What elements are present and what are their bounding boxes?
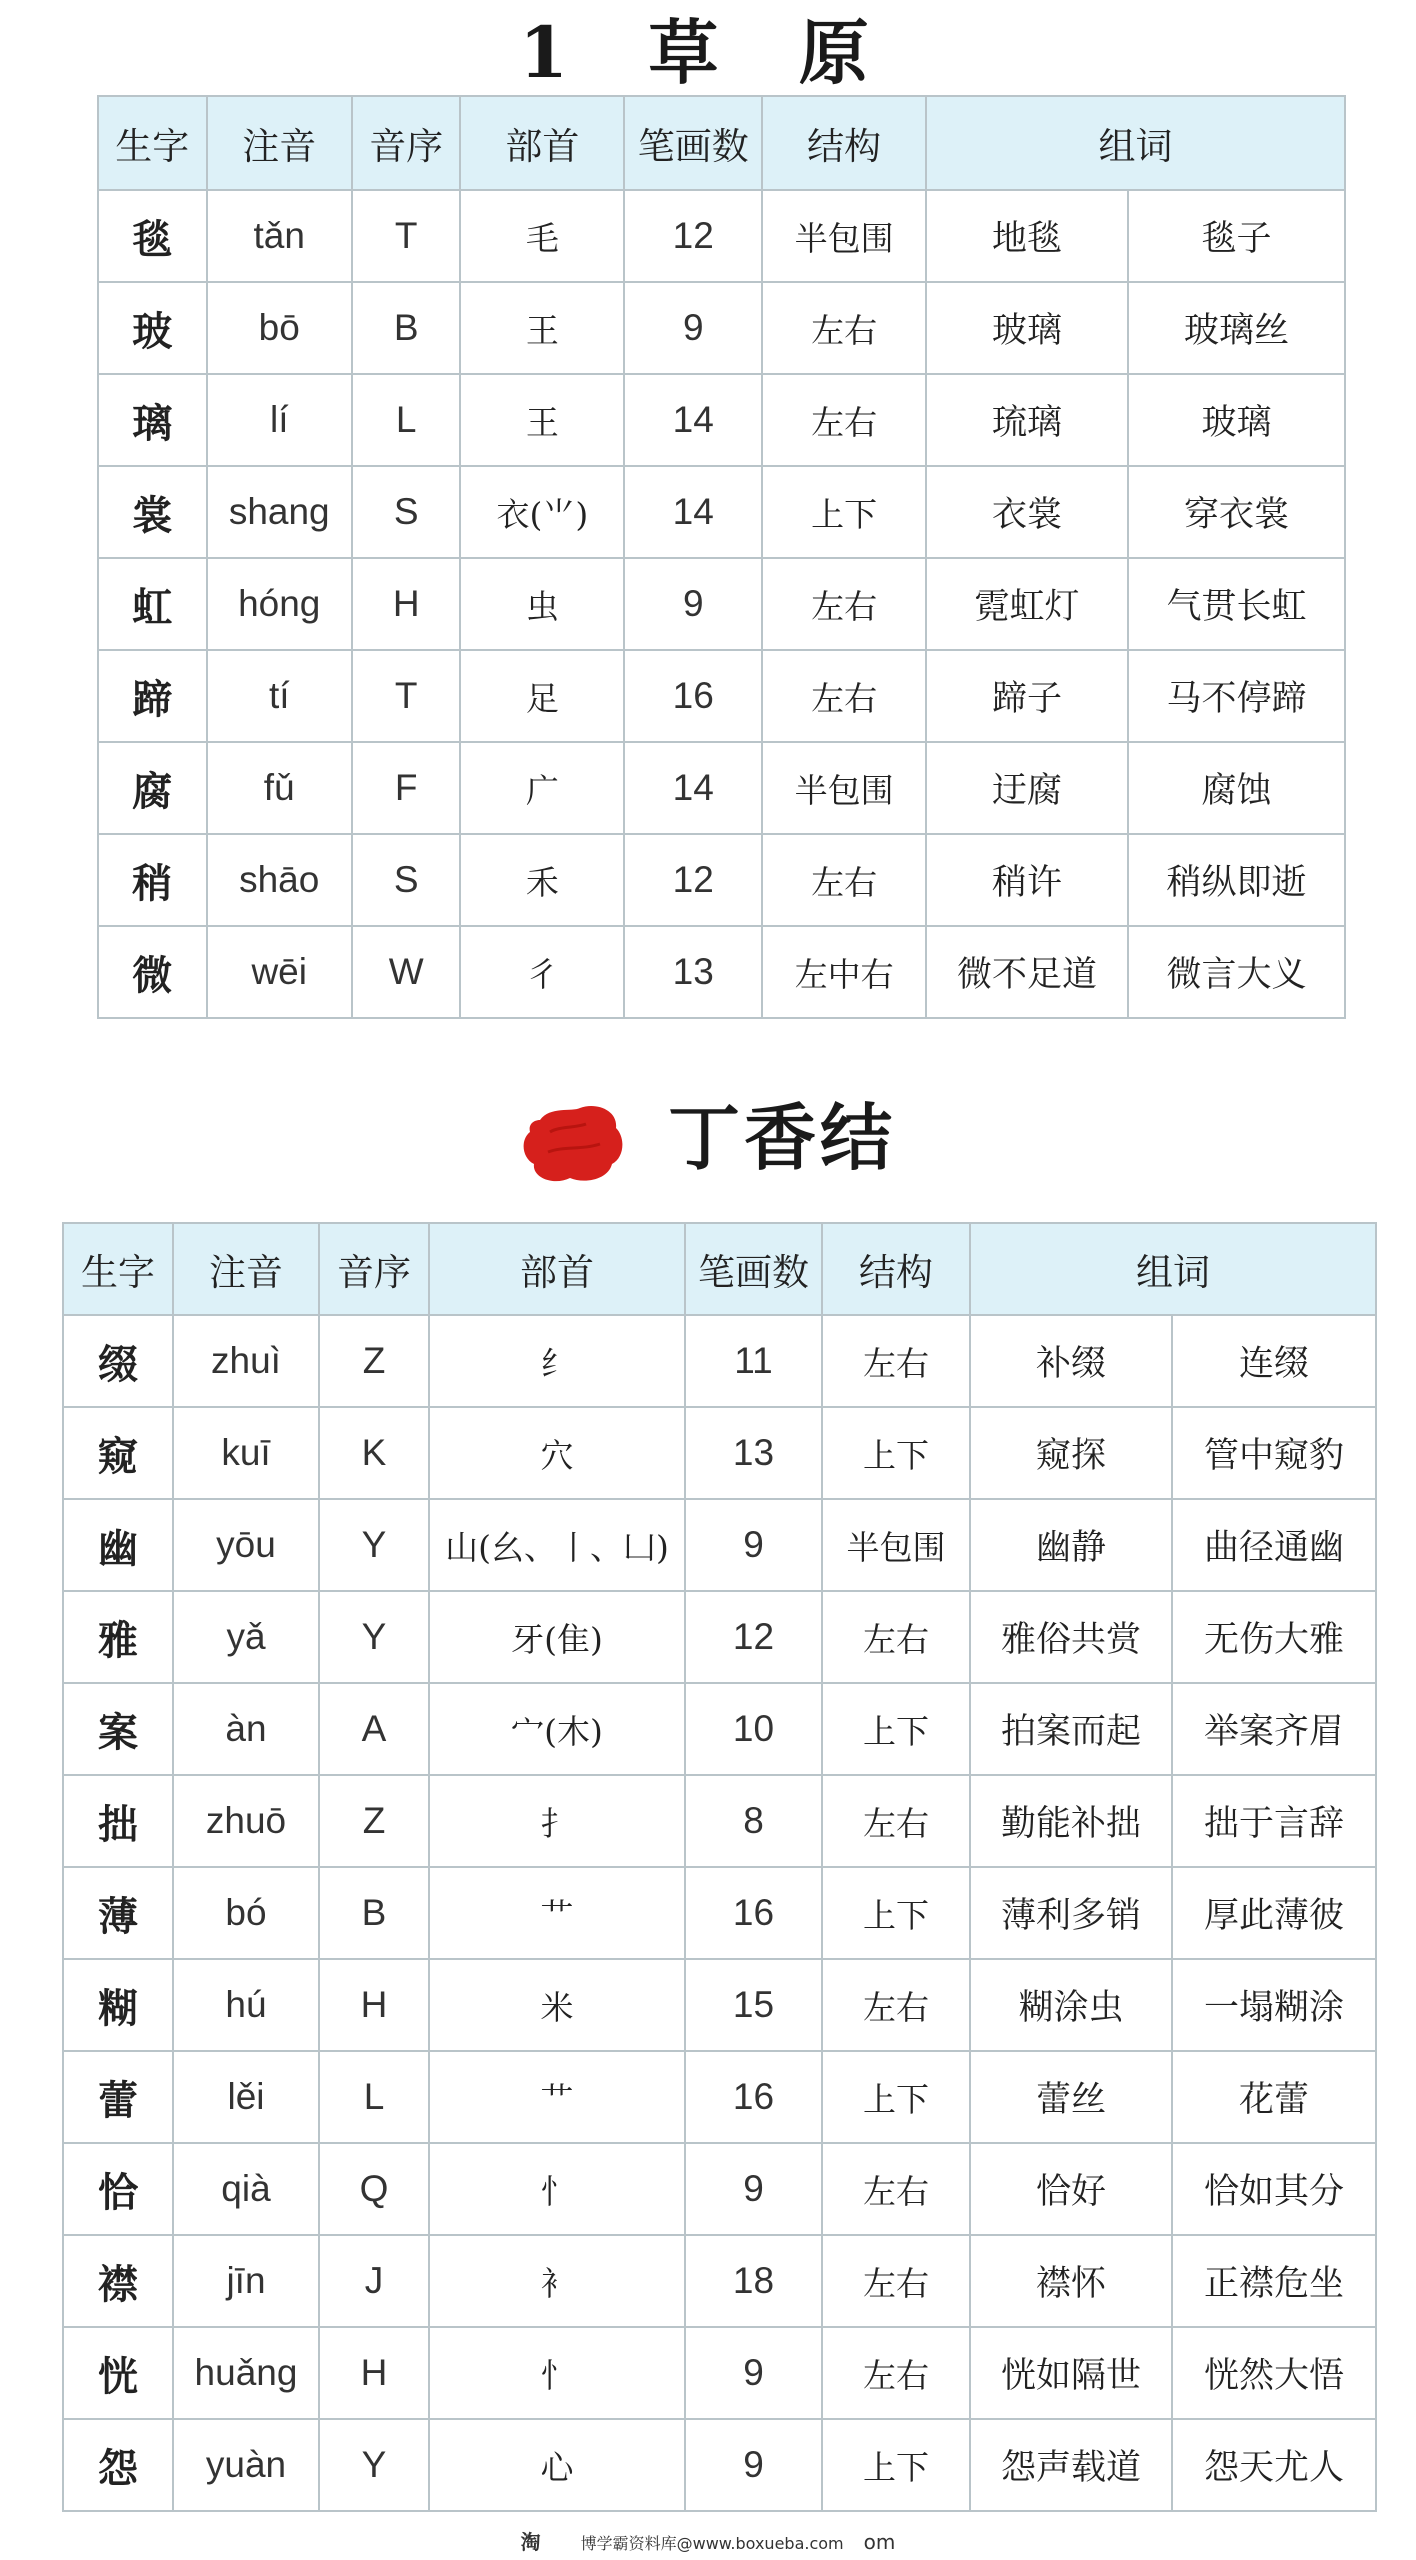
word-cell: 襟怀 (970, 2235, 1172, 2327)
strokes-cell: 10 (685, 1683, 822, 1775)
header-char: 生字 (63, 1223, 173, 1315)
table-row (98, 558, 1345, 650)
table-row (98, 190, 1345, 282)
word-cell: 玻璃 (1128, 374, 1345, 466)
header-strokes: 笔画数 (685, 1223, 822, 1315)
word-cell: 薄利多销 (970, 1867, 1172, 1959)
strokes-cell: 18 (685, 2235, 822, 2327)
table-row (63, 1407, 1376, 1499)
pinyin-cell: huǎng (173, 2327, 319, 2419)
word-cell: 连缀 (1172, 1315, 1376, 1407)
order-cell: T (352, 190, 461, 282)
word-cell: 无伤大雅 (1172, 1591, 1376, 1683)
word-cell: 举案齐眉 (1172, 1683, 1376, 1775)
radical-cell: 禾 (460, 834, 624, 926)
vocab-table-1 (97, 95, 1346, 1019)
structure-cell: 上下 (822, 2419, 970, 2511)
word-cell: 雅俗共赏 (970, 1591, 1172, 1683)
structure-cell: 左右 (822, 2235, 970, 2327)
header-radical: 部首 (429, 1223, 685, 1315)
header-structure: 结构 (822, 1223, 970, 1315)
strokes-cell: 16 (624, 650, 762, 742)
order-cell: B (319, 1867, 429, 1959)
table-row (63, 1499, 1376, 1591)
radical-cell: 王 (460, 282, 624, 374)
structure-cell: 上下 (822, 1407, 970, 1499)
header-structure: 结构 (762, 96, 926, 190)
header-pinyin: 注音 (173, 1223, 319, 1315)
strokes-cell: 8 (685, 1775, 822, 1867)
char-cell: 蕾 (63, 2051, 173, 2143)
word-cell: 补缀 (970, 1315, 1172, 1407)
pinyin-cell: zhuì (173, 1315, 319, 1407)
word-cell: 腐蚀 (1128, 742, 1345, 834)
pinyin-cell: jīn (173, 2235, 319, 2327)
structure-cell: 左右 (822, 1591, 970, 1683)
pinyin-cell: yǎ (173, 1591, 319, 1683)
table-header-row (98, 96, 1345, 190)
header-words: 组词 (970, 1223, 1376, 1315)
order-cell: Y (319, 2419, 429, 2511)
table-row (98, 650, 1345, 742)
header-words: 组词 (926, 96, 1345, 190)
char-cell: 裳 (98, 466, 207, 558)
pinyin-cell: yuàn (173, 2419, 319, 2511)
structure-cell: 上下 (822, 1867, 970, 1959)
word-cell: 气贯长虹 (1128, 558, 1345, 650)
radical-cell: 忄 (429, 2327, 685, 2419)
strokes-cell: 15 (685, 1959, 822, 2051)
table-row (63, 2051, 1376, 2143)
table-row (63, 1959, 1376, 2051)
word-cell: 窥探 (970, 1407, 1172, 1499)
footer-left: 淘 (520, 2530, 541, 2554)
order-cell: A (319, 1683, 429, 1775)
pinyin-cell: shāo (207, 834, 352, 926)
char-cell: 微 (98, 926, 207, 1018)
structure-cell: 半包围 (762, 190, 926, 282)
pinyin-cell: bō (207, 282, 352, 374)
word-cell: 正襟危坐 (1172, 2235, 1376, 2327)
lesson-title-2-text: 丁香结 (667, 1095, 896, 1180)
structure-cell: 左右 (822, 1775, 970, 1867)
table-row (63, 1591, 1376, 1683)
strokes-cell: 11 (685, 1315, 822, 1407)
word-cell: 稍纵即逝 (1128, 834, 1345, 926)
char-cell: 玻 (98, 282, 207, 374)
radical-cell: 衣(⺌) (460, 466, 624, 558)
word-cell: 地毯 (926, 190, 1128, 282)
word-cell: 玻璃丝 (1128, 282, 1345, 374)
char-cell: 幽 (63, 1499, 173, 1591)
structure-cell: 左右 (822, 2143, 970, 2235)
char-cell: 糊 (63, 1959, 173, 2051)
pinyin-cell: yōu (173, 1499, 319, 1591)
structure-cell: 半包围 (822, 1499, 970, 1591)
order-cell: H (319, 2327, 429, 2419)
word-cell: 怨声载道 (970, 2419, 1172, 2511)
word-cell: 毯子 (1128, 190, 1345, 282)
structure-cell: 左右 (822, 2327, 970, 2419)
word-cell: 迂腐 (926, 742, 1128, 834)
pinyin-cell: lěi (173, 2051, 319, 2143)
char-cell: 拙 (63, 1775, 173, 1867)
char-cell: 恰 (63, 2143, 173, 2235)
strokes-cell: 9 (685, 2327, 822, 2419)
word-cell: 恍如隔世 (970, 2327, 1172, 2419)
order-cell: L (319, 2051, 429, 2143)
order-cell: Q (319, 2143, 429, 2235)
radical-cell: 足 (460, 650, 624, 742)
word-cell: 拍案而起 (970, 1683, 1172, 1775)
order-cell: L (352, 374, 461, 466)
pinyin-cell: bó (173, 1867, 319, 1959)
radical-cell: 广 (460, 742, 624, 834)
structure-cell: 上下 (822, 1683, 970, 1775)
pinyin-cell: tǎn (207, 190, 352, 282)
strokes-cell: 13 (624, 926, 762, 1018)
word-cell: 勤能补拙 (970, 1775, 1172, 1867)
order-cell: T (352, 650, 461, 742)
word-cell: 穿衣裳 (1128, 466, 1345, 558)
word-cell: 拙于言辞 (1172, 1775, 1376, 1867)
order-cell: H (319, 1959, 429, 2051)
radical-cell: 山(幺、丨、凵) (429, 1499, 685, 1591)
strokes-cell: 9 (624, 282, 762, 374)
char-cell: 案 (63, 1683, 173, 1775)
radical-cell: 米 (429, 1959, 685, 2051)
red-blob-icon (520, 1102, 628, 1186)
structure-cell: 左右 (762, 282, 926, 374)
structure-cell: 上下 (762, 466, 926, 558)
table-row (63, 1315, 1376, 1407)
header-pinyin: 注音 (207, 96, 352, 190)
structure-cell: 上下 (822, 2051, 970, 2143)
radical-cell: 彳 (460, 926, 624, 1018)
char-cell: 怨 (63, 2419, 173, 2511)
table-row (98, 926, 1345, 1018)
order-cell: W (352, 926, 461, 1018)
structure-cell: 左右 (762, 558, 926, 650)
footer-center: 博学霸资料库@www.boxueba.com (580, 2534, 844, 2553)
radical-cell: 艹 (429, 2051, 685, 2143)
table-header-row (63, 1223, 1376, 1315)
order-cell: B (352, 282, 461, 374)
word-cell: 曲径通幽 (1172, 1499, 1376, 1591)
order-cell: K (319, 1407, 429, 1499)
pinyin-cell: fǔ (207, 742, 352, 834)
char-cell: 蹄 (98, 650, 207, 742)
structure-cell: 半包围 (762, 742, 926, 834)
footer-right: om (863, 2530, 896, 2554)
header-order: 音序 (319, 1223, 429, 1315)
table-row (63, 2235, 1376, 2327)
radical-cell: 牙(隹) (429, 1591, 685, 1683)
radical-cell: 纟 (429, 1315, 685, 1407)
order-cell: Z (319, 1315, 429, 1407)
table-row (98, 466, 1345, 558)
word-cell: 幽静 (970, 1499, 1172, 1591)
header-order: 音序 (352, 96, 461, 190)
strokes-cell: 12 (624, 190, 762, 282)
word-cell: 蹄子 (926, 650, 1128, 742)
word-cell: 糊涂虫 (970, 1959, 1172, 2051)
word-cell: 霓虹灯 (926, 558, 1128, 650)
char-cell: 稍 (98, 834, 207, 926)
word-cell: 恰好 (970, 2143, 1172, 2235)
word-cell: 马不停蹄 (1128, 650, 1345, 742)
pinyin-cell: qià (173, 2143, 319, 2235)
word-cell: 稍许 (926, 834, 1128, 926)
radical-cell: 艹 (429, 1867, 685, 1959)
strokes-cell: 13 (685, 1407, 822, 1499)
strokes-cell: 14 (624, 374, 762, 466)
strokes-cell: 9 (624, 558, 762, 650)
word-cell: 恍然大悟 (1172, 2327, 1376, 2419)
word-cell: 蕾丝 (970, 2051, 1172, 2143)
word-cell: 衣裳 (926, 466, 1128, 558)
char-cell: 恍 (63, 2327, 173, 2419)
lesson-title-2 (0, 1088, 1416, 1188)
char-cell: 虹 (98, 558, 207, 650)
char-cell: 毯 (98, 190, 207, 282)
structure-cell: 左右 (762, 834, 926, 926)
char-cell: 璃 (98, 374, 207, 466)
char-cell: 薄 (63, 1867, 173, 1959)
structure-cell: 左右 (822, 1315, 970, 1407)
radical-cell: 虫 (460, 558, 624, 650)
footer-watermark (0, 2526, 1416, 2555)
table-row (98, 834, 1345, 926)
vocab-table-2 (62, 1222, 1377, 2512)
structure-cell: 左中右 (762, 926, 926, 1018)
char-cell: 襟 (63, 2235, 173, 2327)
pinyin-cell: zhuō (173, 1775, 319, 1867)
word-cell: 琉璃 (926, 374, 1128, 466)
pinyin-cell: kuī (173, 1407, 319, 1499)
char-cell: 窥 (63, 1407, 173, 1499)
char-cell: 雅 (63, 1591, 173, 1683)
strokes-cell: 12 (685, 1591, 822, 1683)
radical-cell: 毛 (460, 190, 624, 282)
pinyin-cell: lí (207, 374, 352, 466)
word-cell: 微言大义 (1128, 926, 1345, 1018)
strokes-cell: 12 (624, 834, 762, 926)
structure-cell: 左右 (762, 374, 926, 466)
table-row (63, 1867, 1376, 1959)
strokes-cell: 9 (685, 2143, 822, 2235)
table-row (63, 2327, 1376, 2419)
order-cell: H (352, 558, 461, 650)
word-cell: 恰如其分 (1172, 2143, 1376, 2235)
radical-cell: 穴 (429, 1407, 685, 1499)
char-cell: 腐 (98, 742, 207, 834)
order-cell: Y (319, 1591, 429, 1683)
header-char: 生字 (98, 96, 207, 190)
pinyin-cell: shang (207, 466, 352, 558)
word-cell: 厚此薄彼 (1172, 1867, 1376, 1959)
strokes-cell: 14 (624, 742, 762, 834)
table-row (63, 2419, 1376, 2511)
strokes-cell: 16 (685, 1867, 822, 1959)
lesson-title-1: 1 草 原 (519, 11, 897, 94)
word-cell: 怨天尤人 (1172, 2419, 1376, 2511)
order-cell: Y (319, 1499, 429, 1591)
strokes-cell: 16 (685, 2051, 822, 2143)
order-cell: S (352, 834, 461, 926)
order-cell: F (352, 742, 461, 834)
radical-cell: 心 (429, 2419, 685, 2511)
pinyin-cell: wēi (207, 926, 352, 1018)
strokes-cell: 9 (685, 2419, 822, 2511)
order-cell: Z (319, 1775, 429, 1867)
pinyin-cell: hóng (207, 558, 352, 650)
table-row (98, 742, 1345, 834)
word-cell: 微不足道 (926, 926, 1128, 1018)
table-row (63, 2143, 1376, 2235)
table-row (63, 1683, 1376, 1775)
table-row (98, 374, 1345, 466)
char-cell: 缀 (63, 1315, 173, 1407)
word-cell: 玻璃 (926, 282, 1128, 374)
word-cell: 花蕾 (1172, 2051, 1376, 2143)
radical-cell: 扌 (429, 1775, 685, 1867)
pinyin-cell: hú (173, 1959, 319, 2051)
strokes-cell: 14 (624, 466, 762, 558)
pinyin-cell: tí (207, 650, 352, 742)
pinyin-cell: àn (173, 1683, 319, 1775)
strokes-cell: 9 (685, 1499, 822, 1591)
header-radical: 部首 (460, 96, 624, 190)
radical-cell: 宀(木) (429, 1683, 685, 1775)
table-row (63, 1775, 1376, 1867)
radical-cell: 衤 (429, 2235, 685, 2327)
structure-cell: 左右 (822, 1959, 970, 2051)
header-strokes: 笔画数 (624, 96, 762, 190)
word-cell: 管中窥豹 (1172, 1407, 1376, 1499)
order-cell: J (319, 2235, 429, 2327)
word-cell: 一塌糊涂 (1172, 1959, 1376, 2051)
structure-cell: 左右 (762, 650, 926, 742)
table-row (98, 282, 1345, 374)
radical-cell: 忄 (429, 2143, 685, 2235)
order-cell: S (352, 466, 461, 558)
radical-cell: 王 (460, 374, 624, 466)
